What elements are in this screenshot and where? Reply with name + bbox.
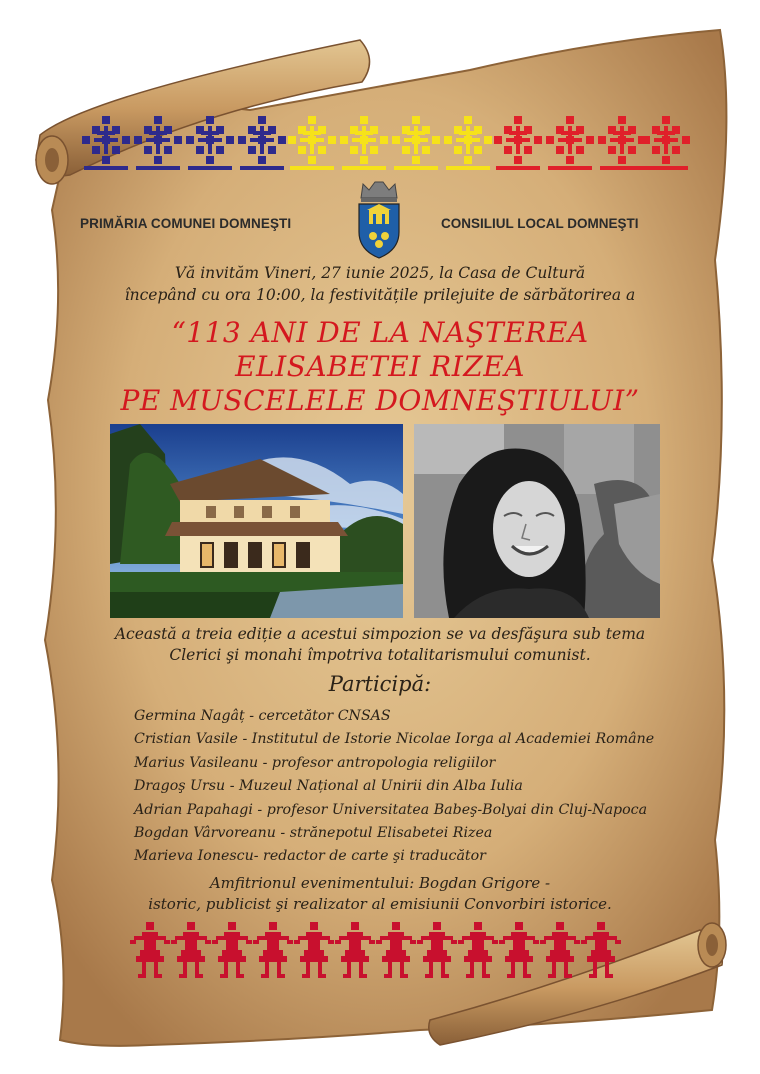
host-line-2: istoric, publicist şi realizator al emisiunii Convorbiri istorice.	[148, 895, 612, 913]
participants-list	[134, 705, 674, 869]
header-consiliul: CONSILIUL LOCAL DOMNEŞTI	[441, 216, 639, 231]
theme-line-2: Clerici şi monahi împotriva totalitarismului comunist.	[169, 646, 591, 664]
event-title-line-1: “113 ANI DE LA NAŞTEREA	[171, 316, 589, 349]
participant-item: Dragoş Ursu - Muzeul Național al Unirii din Alba Iulia	[134, 778, 523, 795]
participant-item: Adrian Papahagi - profesor Universitatea Babeş-Bolyai din Cluj-Napoca	[134, 801, 648, 818]
invitation-line-1: Vă invităm Vineri, 27 iunie 2025, la Casa de Cultură	[174, 264, 586, 282]
host-text	[90, 873, 670, 915]
participant-item: Bogdan Vârvoreanu - strănepotul Elisabetei Rizea	[134, 825, 493, 842]
host-line-1: Amfitrionul evenimentului: Bogdan Grigore -	[209, 874, 551, 892]
event-title	[80, 316, 680, 418]
event-title-line-2: ELISABETEI RIZEA	[235, 350, 525, 383]
theme-line-1: Această a treia ediție a acestui simpozion se va desfăşura sub tema	[114, 625, 646, 643]
coat-of-arms-icon	[355, 180, 403, 260]
participant-item: Cristian Vasile - Institutul de Istorie Nicolae Iorga al Academiei Române	[134, 731, 655, 748]
invitation-line-2: începând cu ora 10:00, la festivitățile prilejuite de sărbătorirea a	[124, 286, 636, 304]
participant-item: Germina Nagâț - cercetător CNSAS	[134, 708, 391, 724]
cultural-house-photo	[110, 424, 403, 618]
participant-item: Marieva Ionescu- redactor de carte şi traducător	[134, 848, 486, 865]
elisabeta-rizea-portrait-photo	[414, 424, 660, 618]
folk-embroidery-tricolor-icon	[80, 110, 690, 176]
header-primaria: PRIMĂRIA COMUNEI DOMNEŞTI	[80, 216, 292, 231]
invitation-text	[100, 262, 660, 306]
folk-dancers-embroidery-icon	[130, 920, 630, 980]
theme-text	[100, 624, 660, 666]
participants-heading: Participă:	[328, 672, 432, 696]
participant-item: Marius Vasileanu - profesor antropologia religiilor	[134, 754, 496, 771]
event-title-line-3: PE MUSCELELE DOMNEŞTIULUI”	[120, 384, 640, 417]
